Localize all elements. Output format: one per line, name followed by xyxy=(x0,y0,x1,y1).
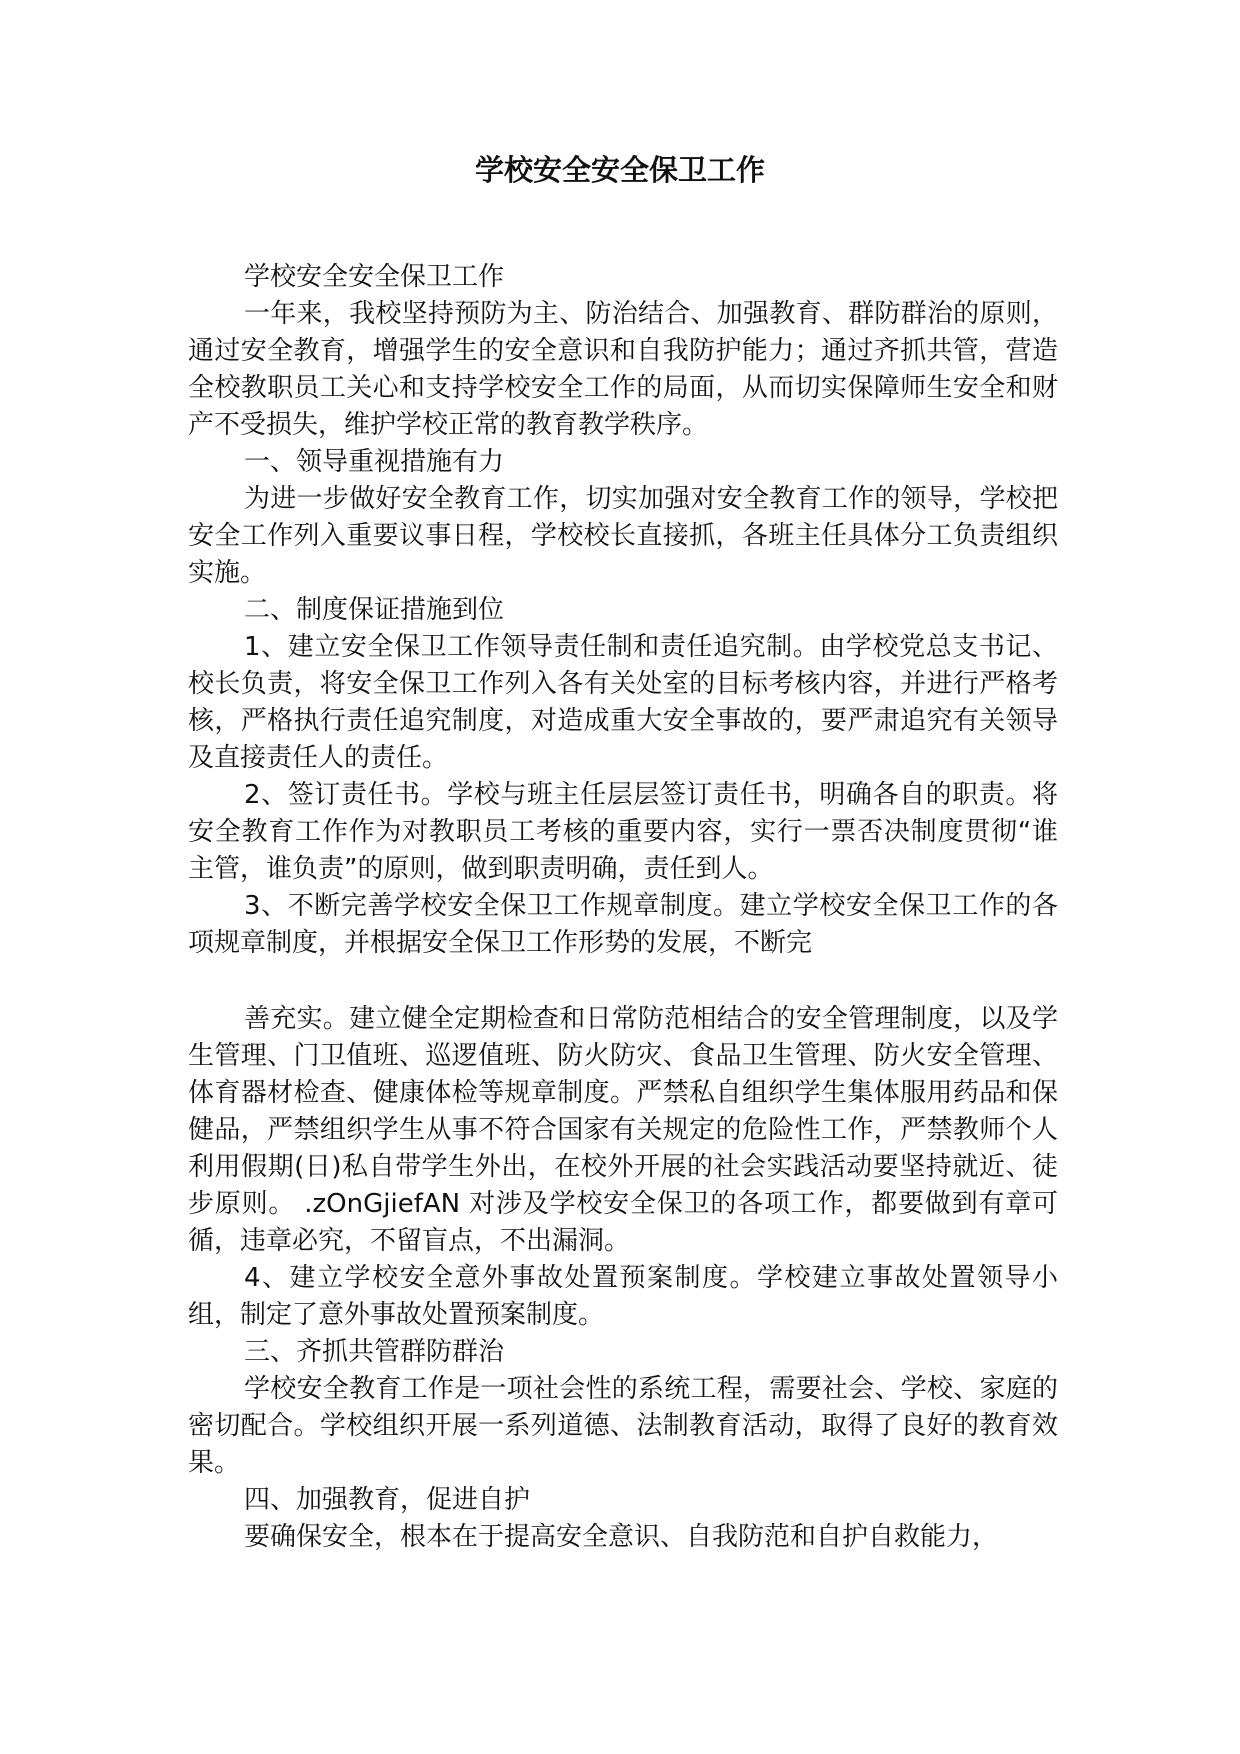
paragraph-item-2: 2、签订责任书。学校与班主任层层签订责任书，明确各自的职责。将安全教育工作作为对教职员工考核的重要内容，实行一票否决制度贯彻“谁主管，谁负责”的原则，做到职责明确，责任到人。 xyxy=(188,780,1058,884)
paragraph-item-1: 1、建立安全保卫工作领导责任制和责任追究制。由学校党总支书记、校长负责，将安全保卫工作列入各有关处室的目标考核内容，并进行严格考核，严格执行责任追究制度，对造成重大安全事故的，要严肃追究有关领导及直接责任人的责任。 xyxy=(188,632,1058,773)
paragraph-intro: 一年来，我校坚持预防为主、防治结合、加强教育、群防群治的原则，通过安全教育，增强学生的安全意识和自我防护能力；通过齐抓共管，营造全校教职员工关心和支持学校安全工作的局面，从而切实保障师生安全和财产不受损失，维护学校正常的教育教学秩序。 xyxy=(188,299,1058,440)
paragraph-self-protection: 要确保安全，根本在于提高安全意识、自我防范和自护自救能力， xyxy=(244,1522,999,1552)
document-title: 学校安全安全保卫工作 xyxy=(474,153,765,187)
section-heading-1: 一、领导重视措施有力 xyxy=(244,447,505,477)
paragraph-item-3: 3、不断完善学校安全保卫工作规章制度。建立学校安全保卫工作的各项规章制度，并根据安全保卫工作形势的发展，不断完 xyxy=(188,891,1058,958)
paragraph-item-4: 4、建立学校安全意外事故处置预案制度。学校建立事故处置领导小组，制定了意外事故处置预案制度。 xyxy=(188,1263,1058,1330)
paragraph-item-3-continued: 善充实。建立健全定期检查和日常防范相结合的安全管理制度，以及学生管理、门卫值班、巡逻值班、防火防灾、食品卫生管理、防火安全管理、体育器材检查、健康体检等规章制度。严禁私自组织学生集体服用药品和保健品，严禁组织学生从事不符合国家有关规定的危险性工作，严禁教师个人利用假期(日)私自带学生外出，在校外开展的社会实践活动要坚持就近、徒步原则。 .zOnGjiefAN 对涉及学校安全保卫的各项工作，都要做到有章可循，违章必究，不留盲点，不出漏洞。 xyxy=(188,1004,1058,1256)
section-heading-4: 四、加强教育，促进自护 xyxy=(244,1485,531,1515)
paragraph-cooperation: 学校安全教育工作是一项社会性的系统工程，需要社会、学校、家庭的密切配合。学校组织开展一系列道德、法制教育活动，取得了良好的教育效果。 xyxy=(188,1374,1058,1478)
body-section-top xyxy=(188,259,1058,962)
section-heading-3: 三、齐抓共管群防群治 xyxy=(244,1337,505,1367)
paragraph-subtitle: 学校安全安全保卫工作 xyxy=(244,262,505,292)
section-heading-2: 二、制度保证措施到位 xyxy=(244,595,505,625)
body-section-bottom xyxy=(188,1001,1058,1556)
paragraph-leadership: 为进一步做好安全教育工作，切实加强对安全教育工作的领导，学校把安全工作列入重要议事日程，学校校长直接抓，各班主任具体分工负责组织实施。 xyxy=(188,484,1058,588)
